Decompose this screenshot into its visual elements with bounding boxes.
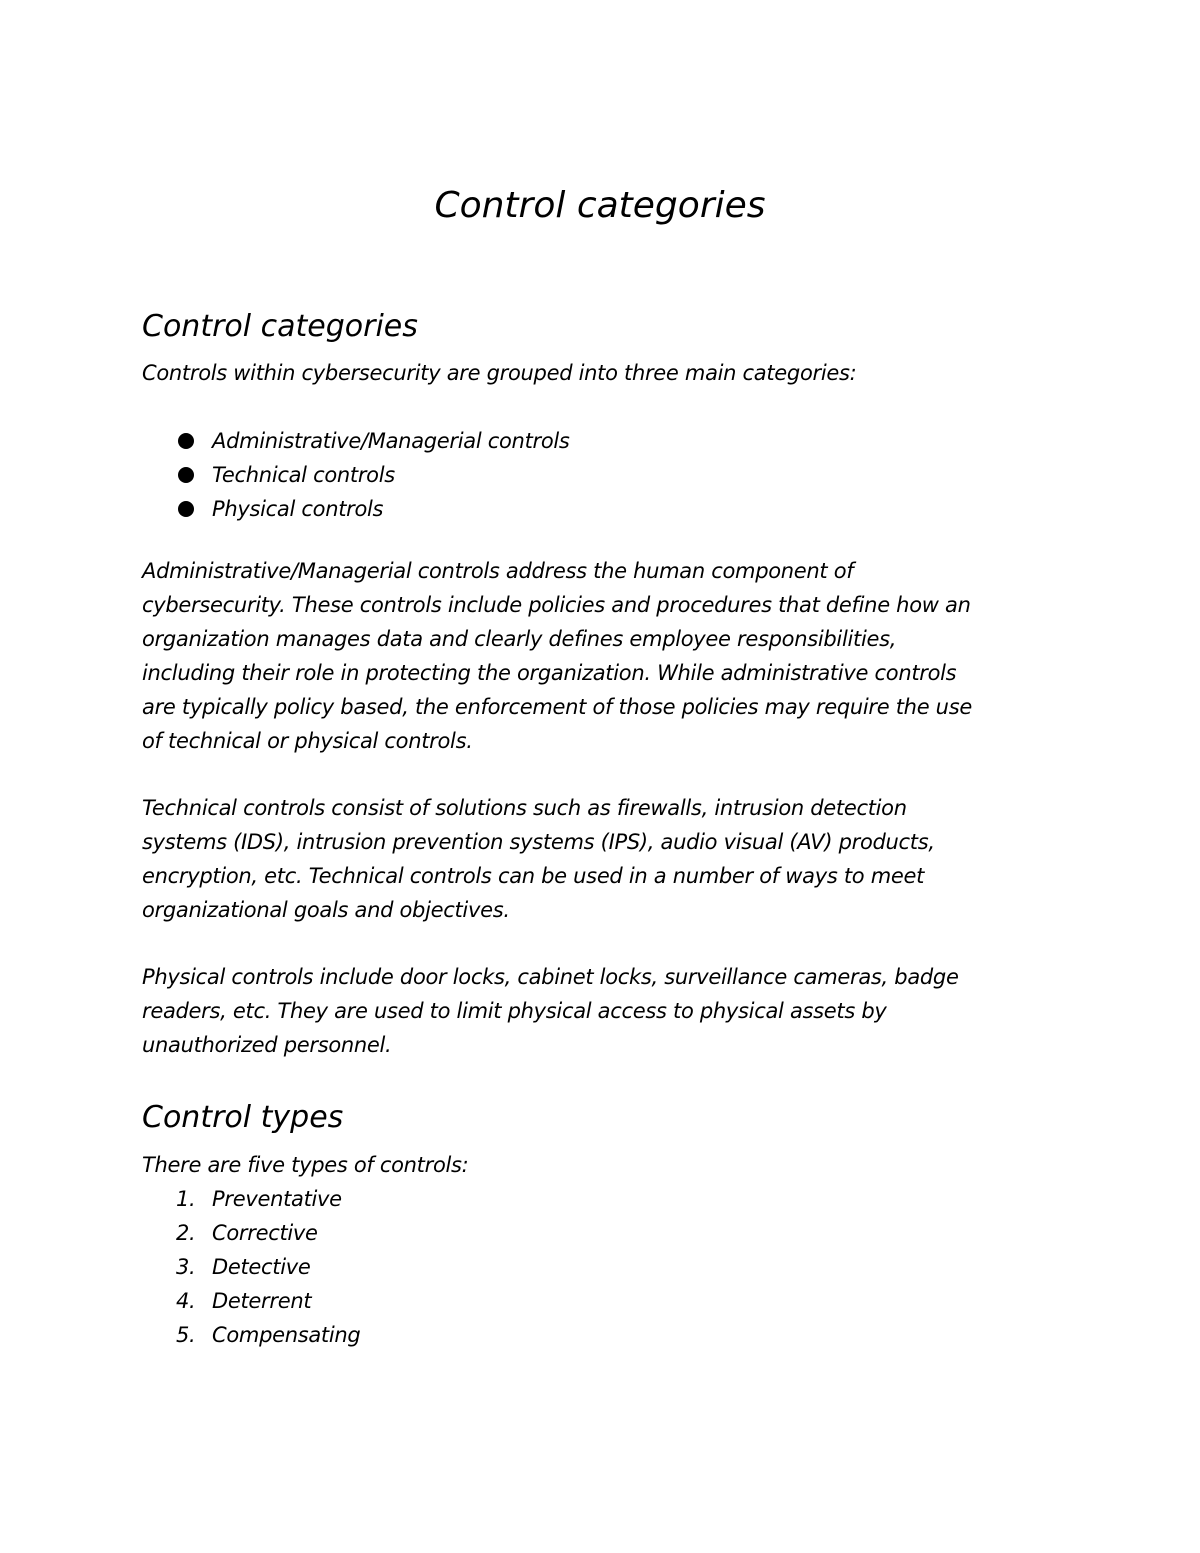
list-item	[142, 1318, 360, 1352]
list-item	[142, 458, 570, 492]
list-number: 4.	[176, 1289, 196, 1313]
paragraph-line: Physical controls include door locks, cabinet locks, surveillance cameras, badge	[142, 965, 959, 989]
list-number: 5.	[176, 1323, 196, 1347]
list-number: 1.	[176, 1187, 196, 1211]
paragraph-line: organization manages data and clearly defines employee responsibilities,	[142, 627, 897, 651]
list-item-label: Corrective	[212, 1221, 318, 1245]
list-item-label: Compensating	[212, 1323, 361, 1347]
list-item	[142, 424, 570, 458]
list-item-label: Technical controls	[212, 463, 395, 487]
list-item	[142, 1250, 360, 1284]
list-item	[142, 492, 570, 526]
document-title: Control categories	[434, 185, 766, 226]
list-item	[142, 1284, 360, 1318]
paragraph-line: cybersecurity. These controls include policies and procedures that define how an	[142, 593, 971, 617]
technical-paragraph	[142, 791, 1072, 927]
paragraph-line: of technical or physical controls.	[142, 729, 473, 753]
list-item-label: Deterrent	[212, 1289, 312, 1313]
paragraph-line: including their role in protecting the organization. While administrative controls	[142, 661, 957, 685]
bullet-icon	[178, 433, 194, 449]
paragraph-line: Technical controls consist of solutions such as firewalls, intrusion detection	[142, 796, 907, 820]
list-number: 3.	[176, 1255, 196, 1279]
paragraph-line: unauthorized personnel.	[142, 1033, 392, 1057]
list-number: 2.	[176, 1221, 196, 1245]
list-item	[142, 1182, 360, 1216]
paragraph-line: are typically policy based, the enforcement of those policies may require the use	[142, 695, 972, 719]
paragraph-line: encryption, etc. Technical controls can be used in a number of ways to meet	[142, 864, 925, 888]
types-intro: There are five types of controls:	[142, 1153, 469, 1177]
types-list	[142, 1182, 360, 1352]
list-item-label: Preventative	[212, 1187, 342, 1211]
administrative-paragraph	[142, 554, 1072, 758]
list-item-label: Physical controls	[212, 497, 384, 521]
paragraph-line: Administrative/Managerial controls address the human component of	[142, 559, 854, 583]
bullet-icon	[178, 467, 194, 483]
section-heading-control-types: Control types	[142, 1100, 344, 1135]
categories-intro: Controls within cybersecurity are grouped into three main categories:	[142, 361, 857, 385]
list-item	[142, 1216, 360, 1250]
physical-paragraph	[142, 960, 1072, 1062]
list-item-label: Detective	[212, 1255, 311, 1279]
paragraph-line: readers, etc. They are used to limit physical access to physical assets by	[142, 999, 887, 1023]
section-heading-control-categories: Control categories	[142, 309, 418, 344]
paragraph-line: organizational goals and objectives.	[142, 898, 510, 922]
categories-list	[142, 424, 570, 526]
list-item-label: Administrative/Managerial controls	[212, 429, 570, 453]
paragraph-line: systems (IDS), intrusion prevention systems (IPS), audio visual (AV) products,	[142, 830, 935, 854]
bullet-icon	[178, 501, 194, 517]
